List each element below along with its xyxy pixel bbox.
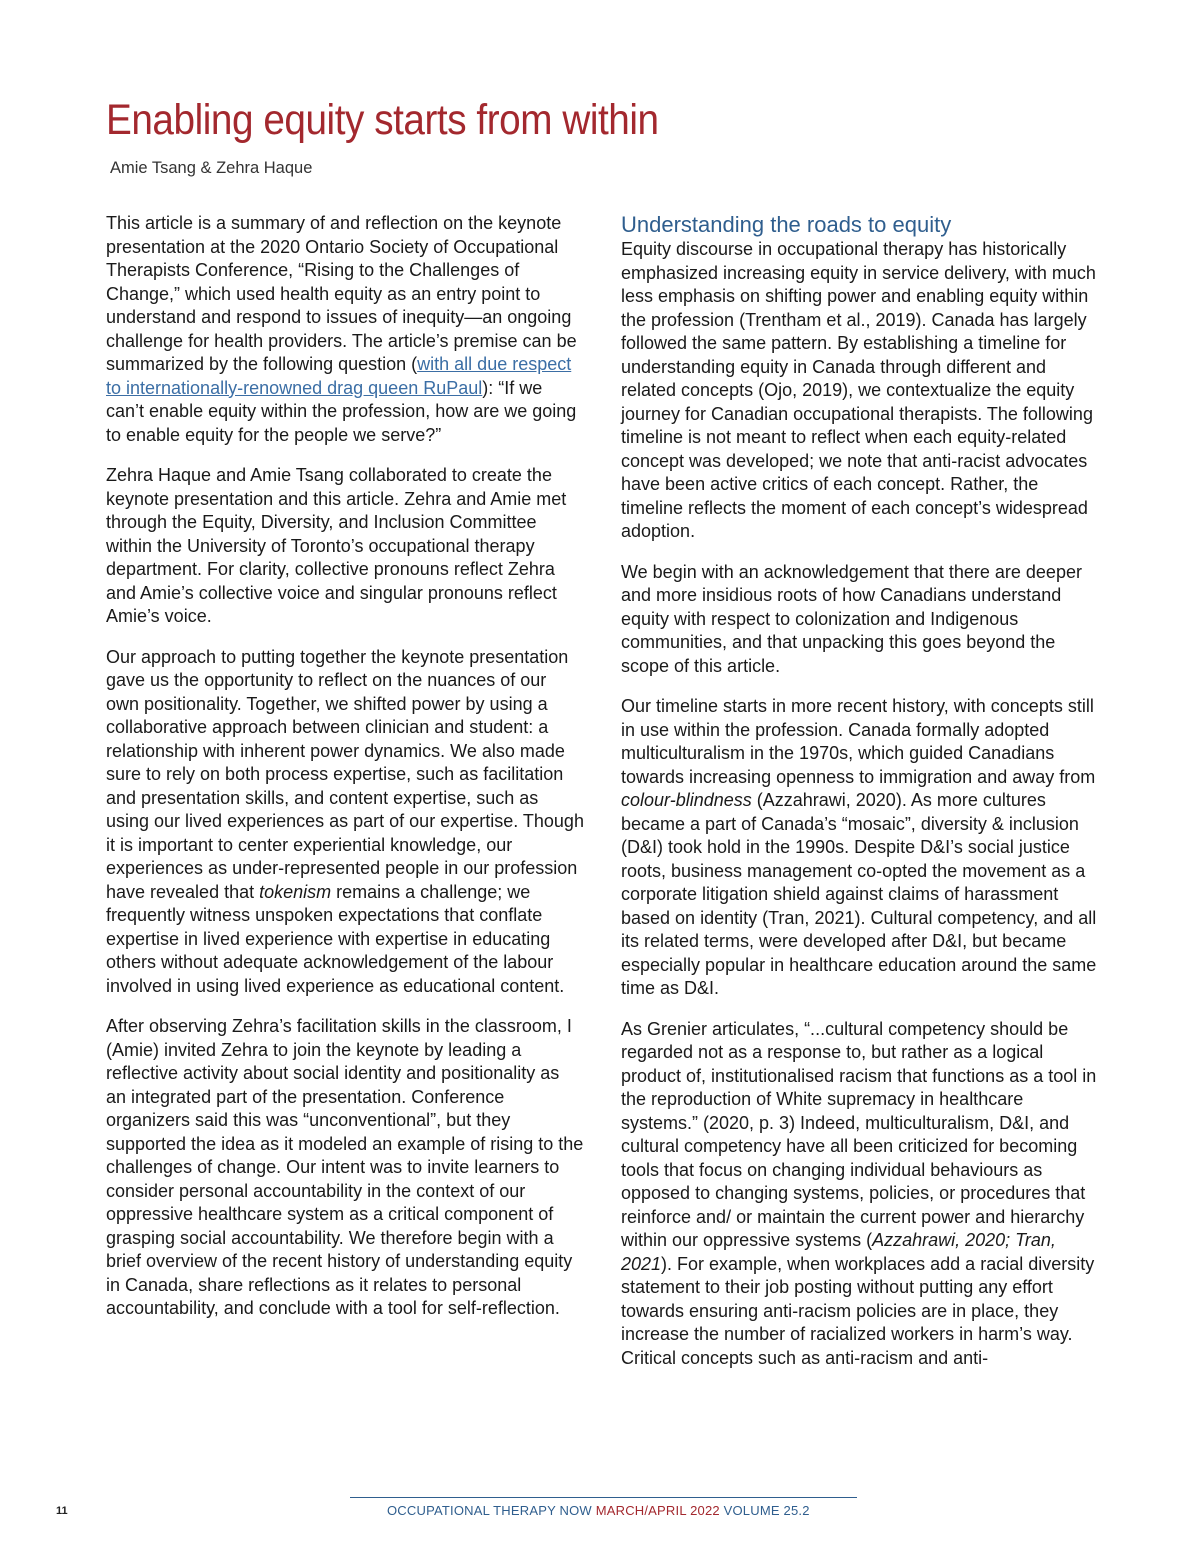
footer-volume: VOLUME 25.2 [723, 1503, 810, 1518]
right-paragraph-2: We begin with an acknowledgement that there are deeper and more insidious roots of how Canadians understand equity with respect to colonization and Indigenous communities, and that unpacking this goes beyond the scope of this article. [621, 561, 1082, 676]
right-paragraph-3 [621, 695, 1099, 1001]
right-p4-text-b: ). For example, when workplaces add a racial diversity statement to their job posting without putting any effort towards ensuring anti-racism policies are in place, they increase the number of racialized workers in harm’s way. Critical concepts such as anti-racism and anti- [621, 1253, 1095, 1368]
left-paragraph-2: Zehra Haque and Amie Tsang collaborated to create the keynote presentation and this article. Zehra and Amie met through the Equity, Diversity, and Inclusion Committee within the University of Toronto’s occupational therapy department. For clarity, collective pronouns reflect Zehra and Amie’s collective voice and singular pronouns reflect Amie’s voice. [106, 465, 567, 626]
left-p3-text-b: remains a challenge; we frequently witness unspoken expectations that conflate expertise in lived experience with expertise in educating others without adequate acknowledgement of the labour involved in using lived experience as educational content. [106, 881, 565, 996]
section-heading: Understanding the roads to equity [621, 212, 952, 237]
left-column [106, 212, 584, 1338]
right-paragraph-1: Equity discourse in occupational therapy has historically emphasized increasing equity in service delivery, with much less emphasis on shifting power and enabling equity within the profession (Trentham et al., 2019). Canada has largely followed the same pattern. By establishing a timeline for understanding equity in Canada through different and related concepts (Ojo, 2019), we contextualize the equity journey for Canadian occupational therapists. The following timeline is not meant to reflect when each equity-related concept was developed; we note that anti-racist advocates have been active critics of each concept. Rather, the timeline reflects the moment of each concept’s widespread adoption. [621, 239, 1096, 541]
right-p3-text-a: Our timeline starts in more recent history, with concepts still in use within the profession. Canada formally adopted multiculturalism in the 1970s, which guided Canadians towards increasing openness to immigration and away from [621, 696, 1096, 787]
rupaul-link[interactable]: with all due respect to internationally-renowned drag queen RuPaul [106, 354, 572, 398]
left-p3-emphasis: tokenism [259, 881, 332, 902]
right-p4-emphasis: Azzahrawi, 2020; Tran, 2021 [621, 1230, 1056, 1274]
right-p4-text-a: As Grenier articulates, “...cultural competency should be regarded not as a response to, but rather as a logical product of, institutionalised racism that functions as a tool in the reproduction of White supremacy in healthcare systems.” (2020, p. 3) Indeed, multiculturalism, D&I, and cultural competency have all been criticized for becoming tools that focus on changing individual behaviours as opposed to changing systems, policies, or procedures that reinforce and/ or maintain the current power and hierarchy within our oppressive systems ( [621, 1018, 1097, 1250]
journal-footer [387, 1503, 810, 1518]
article-title: Enabling equity starts from within [106, 96, 659, 144]
left-p3-text-a: Our approach to putting together the keynote presentation gave us the opportunity to reflect on the nuances of our own positionality. Together, we shifted power by using a collaborative approach between clinician and student: a relationship with inherent power dynamics. We also made sure to rely on both process expertise, such as facilitation and presentation skills, and content expertise, such as using our lived experiences as part of our expertise. Though it is important to center experiential knowledge, our experiences as under-represented people in our profession have revealed that [106, 646, 584, 902]
footer-issue-date: MARCH/APRIL 2022 [595, 1503, 720, 1518]
left-paragraph-3 [106, 646, 584, 999]
left-p1-text-b: ): “If we can’t enable equity within the profession, how are we going to enable equity for the people we serve?” [106, 377, 577, 445]
article-authors: Amie Tsang & Zehra Haque [110, 159, 313, 177]
left-p1-text-a: This article is a summary of and reflection on the keynote presentation at the 2020 Ontario Society of Occupational Therapists Conference, “Rising to the Challenges of Change,” which used health equity as an entry point to understand and respond to issues of inequity—an ongoing challenge for health providers. The article’s premise can be summarized by the following question ( [106, 213, 577, 374]
left-paragraph-4: After observing Zehra’s facilitation skills in the classroom, I (Amie) invited Zehra to join the keynote by leading a reflective activity about social identity and positionality as an integrated part of the presentation. Conference organizers said this was “unconventional”, but they supported the idea as it modeled an example of rising to the challenges of change. Our intent was to invite learners to consider personal accountability in the context of our oppressive healthcare system as a critical component of grasping social accountability. We therefore begin with a brief overview of the recent history of understanding equity in Canada, share reflections as it relates to personal accountability, and conclude with a tool for self-reflection. [106, 1016, 584, 1318]
right-column [621, 212, 1099, 1387]
right-p3-emphasis: colour-blindness [621, 790, 752, 810]
right-p3-text-b: (Azzahrawi, 2020). As more cultures became a part of Canada’s “mosaic”, diversity & inclusion (D&I) took hold in the 1990s. Despite D&I’s social justice roots, business management co-opted the movement as a corporate litigation shield against claims of harassment based on identity (Tran, 2021). Cultural competency, and all its related terms, were developed after D&I, but became especially popular in healthcare education around the same time as D&I. [621, 790, 1097, 998]
left-paragraph-1 [106, 212, 584, 447]
page-number: 11 [56, 1505, 68, 1517]
footer-divider [350, 1497, 857, 1498]
footer-journal-name: OCCUPATIONAL THERAPY NOW [387, 1503, 592, 1518]
right-paragraph-4 [621, 1018, 1099, 1371]
